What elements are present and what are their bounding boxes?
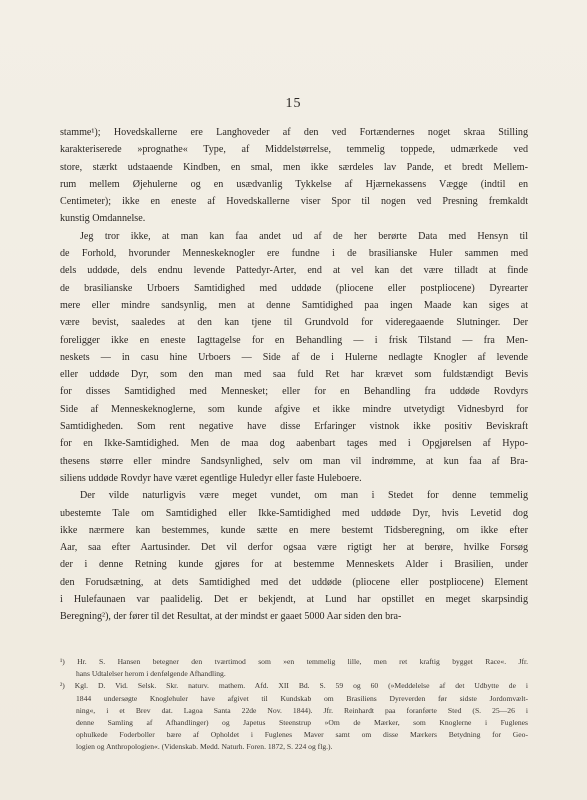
text-line: karakteriserede »prognathe« Type, af Middelstørrelse, temmelig toppede, udmærkede ved [60,144,528,156]
text-line: være bevist, saaledes at den kan tjene til Grundvold for videregaaende Slutninger. Der [60,317,528,329]
paragraph [60,228,528,487]
text-line: siliens uddøde Rovdyr have været egentlige Huledyr eller faste Huleboere. [60,472,362,484]
text-line: Beregning²), der fører til det Resultat, at der mindst er gaaet 5000 Aar siden den bra- [60,611,402,623]
text-line: de Forhold, hvorunder Menneskeknogler ere fundne i de brasilianske Huler sammen med [60,248,528,260]
text-line: Centimeter); ikke en eneste af Hovedskallerne viser Spor til nogen ved Presning fremkaldt [60,196,528,208]
text-line: Aar, saa efter Aartusinder. Det vil derfor ogsaa være rigtigt her at berøre, hvilke Forsøg [60,542,528,554]
text-line: rum mellem Øjehulerne og en usædvanlig Tykkelse af Hjærnekassens Vægge (indtil en [60,178,528,190]
footnote-line: ning«, i et Brev dat. Lagoa Santa 22de Nov. 1844). Jfr. Reinhardt paa foranførte Sted (S. 25—26 i [76,705,528,715]
footnote [60,656,528,680]
text-line: foreligger ikke en eneste Iagttagelse for en Behandling — i frisk Tilstand — fra Men- [60,334,528,346]
footnote-line: ¹) Hr. S. Hansen betegner den tværtimod som »en temmelig lille, men ret kraftig bygget Race«. Jfr. [60,657,528,666]
text-line: eller uddøde Dyr, som den man med saa fuld Ret har krævet som fuldstændigt Bevis [60,369,528,381]
paragraph [60,124,528,228]
footnote-line: ²) Kgl. D. Vid. Selsk. Skr. naturv. mathem. Afd. XII Bd. S. 59 og 60 (»Meddelelse af det Udbytte de i [60,681,528,691]
text-line: mere eller mindre sandsynlig, men at denne Samtidighed paa ingen Maade kan siges at [60,299,528,311]
text-line: ikke nærmere kan bestemmes, kunde sætte en mere bestemt Tidsberegning, om ikke efter [60,524,528,536]
footnote [60,680,528,753]
page-number: 15 [285,96,302,111]
footnote-line: hans Udtalelser herom i denfølgende Afhandling. [76,669,226,679]
text-line: Der vilde naturligvis være meget vundet, om man i Stedet for denne temmelig [80,490,528,502]
text-line: der i denne Retning kunde gjøres for at bestemme Menneskets Alder i Brasilien, under [60,559,528,571]
text-line: Jeg tror ikke, at man kan faa andet ud af de her berørte Data med Hensyn til [80,230,528,242]
footnote-line: ophulkede Foderboller bære af Opholdet i Fuglenes Maver samt om disse Mærkers Betydning for Geo- [76,730,528,740]
footnote-line: denne Samling af Afhandlinger) og Japetus Steenstrup »Om de Mærker, som Knoglerne i Fuglenes [76,717,528,727]
text-line: ubestemte Tale om Samtidighed eller Ikke-Samtidighed med uddøde Dyr, hvis Levetid dog [60,507,528,519]
text-line: i Hulefaunaen var paalidelig. Det er bekjendt, at Lund har opstillet en meget skarpsindig [60,594,528,606]
text-line: stamme¹); Hovedskallerne ere Langhoveder af den ved Fortændernes noget skraa Stilling [60,127,528,138]
text-line: kunstig Omdannelse. [60,213,146,225]
text-line: Samtidigheden. Som rent negative have disse Erfaringer vistnok ikke positiv Beviskraft [60,421,528,433]
footnote-line: logien og Anthropologien«. (Videnskab. Medd. Naturh. Foren. 1872, S. 224 og flg.). [76,742,333,752]
text-line: den Forudsætning, at dets Samtidighed med det uddøde (pliocene eller postpliocene) Element [60,576,528,588]
footnotes [60,656,528,754]
text-line: de brasilianske Urboers Samtidighed med uddøde (pliocene eller postpliocene) Dyrearter [60,282,528,294]
text-line: for en Ikke-Samtidighed. Men de maa dog aabenbart tages med i Opgjørelsen af Hypo- [60,438,528,450]
footnote-line: 1844 undersøgte Knoglehuler have afgivet til Kundskab om Brasiliens Dyreverden før sidste Jordomvælt- [76,693,528,703]
text-line: Side af Menneskeknoglerne, som kunde afgive et ikke mindre utvetydigt Vidnesbyrd for [60,403,528,415]
text-line: dels uddøde, dels endnu levende Pattedyr-Arter, end at vel kan det være tilladt at finde [60,265,528,277]
text-line: thesens større eller mindre Sandsynlighed, selv om man vil indrømme, at kun faa af Bra- [60,455,528,467]
text-line: store, stærkt udstaaende Kindben, en smal, men ikke særdeles lav Pande, et bredt Mellem- [60,161,528,173]
text-line: for disses Samtidighed med Mennesket; eller for en Behandling fra uddøde Rovdyrs [60,386,528,398]
text-line: neskets — in casu hine Urboers — Side af de i Hulerne nedlagte Knogler af levende [60,351,528,363]
paragraph [60,487,528,625]
body-text [60,124,528,626]
